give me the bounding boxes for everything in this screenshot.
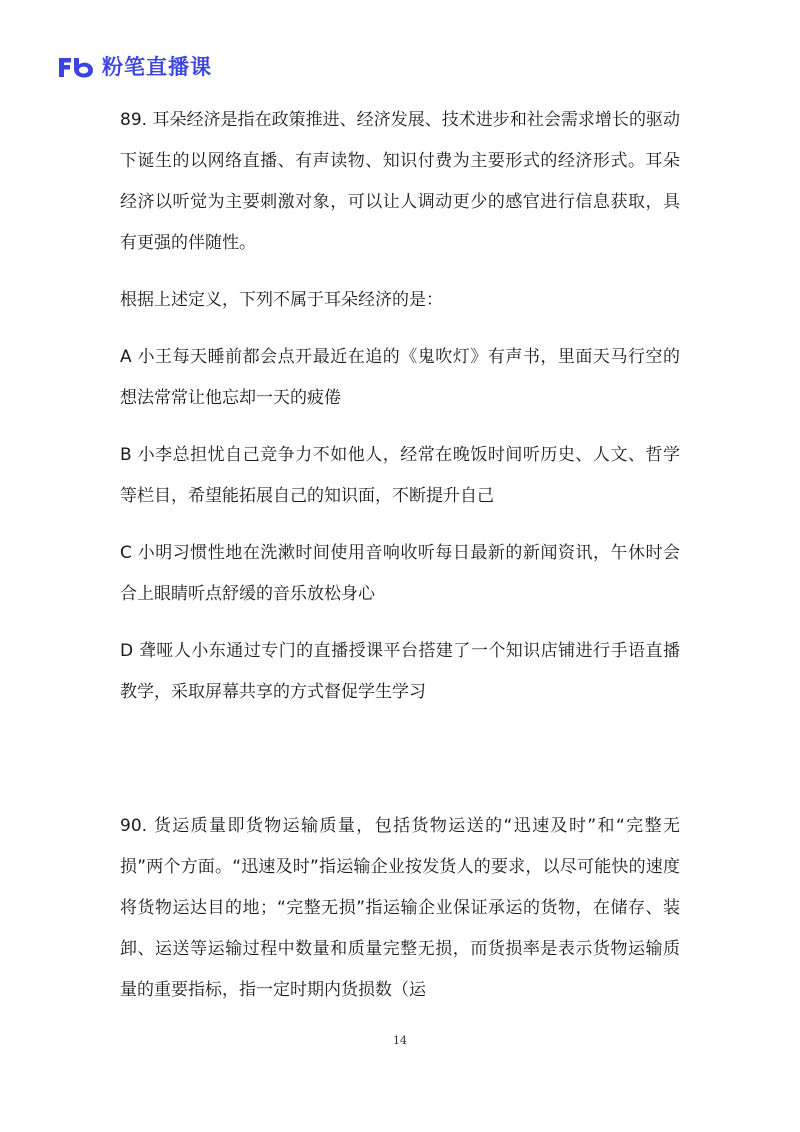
brand-header [56, 52, 212, 82]
page-number: 14 [393, 1034, 407, 1047]
option-b: B 小李总担忧自己竞争力不如他人，经常在晚饭时间听历史、人文、哲学等栏目，希望能拓展自己的知识面，不断提升自己 [120, 445, 680, 506]
option-a: A 小王每天睡前都会点开最近在追的《鬼吹灯》有声书，里面天马行空的想法常常让他忘却一天的疲倦 [120, 347, 680, 408]
brand-name: 粉笔直播课 [102, 55, 212, 79]
fb-logo-icon [56, 54, 96, 80]
q89-stem: 89. 耳朵经济是指在政策推进、经济发展、技术进步和社会需求增长的驱动下诞生的以网络直播、有声读物、知识付费为主要形式的经济形式。耳朵经济以听觉为主要刺激对象，可以让人调动更少的感官进行信息获取，具有更强的伴随性。 [120, 110, 680, 253]
option-c: C 小明习惯性地在洗漱时间使用音响收听每日最新的新闻资讯，午休时会合上眼睛听点舒缓的音乐放松身心 [120, 543, 680, 604]
question-content [120, 100, 680, 1011]
option-d: D 聋哑人小东通过专门的直播授课平台搭建了一个知识店铺进行手语直播教学，采取屏幕共享的方式督促学生学习 [120, 641, 680, 702]
q89-question: 根据上述定义，下列不属于耳朵经济的是： [120, 290, 443, 310]
q90-stem: 90. 货运质量即货物运输质量，包括货物运送的“迅速及时”和“完整无损”两个方面。“迅速及时”指运输企业按发货人的要求，以尽可能快的速度将货物运达目的地；“完整无损”指运输企业保证承运的货物，在储存、装卸、运送等运输过程中数量和质量完整无损，而货损率是表示货物运输质量的重要指标，指一定时期内货损数（运 [120, 816, 680, 1000]
